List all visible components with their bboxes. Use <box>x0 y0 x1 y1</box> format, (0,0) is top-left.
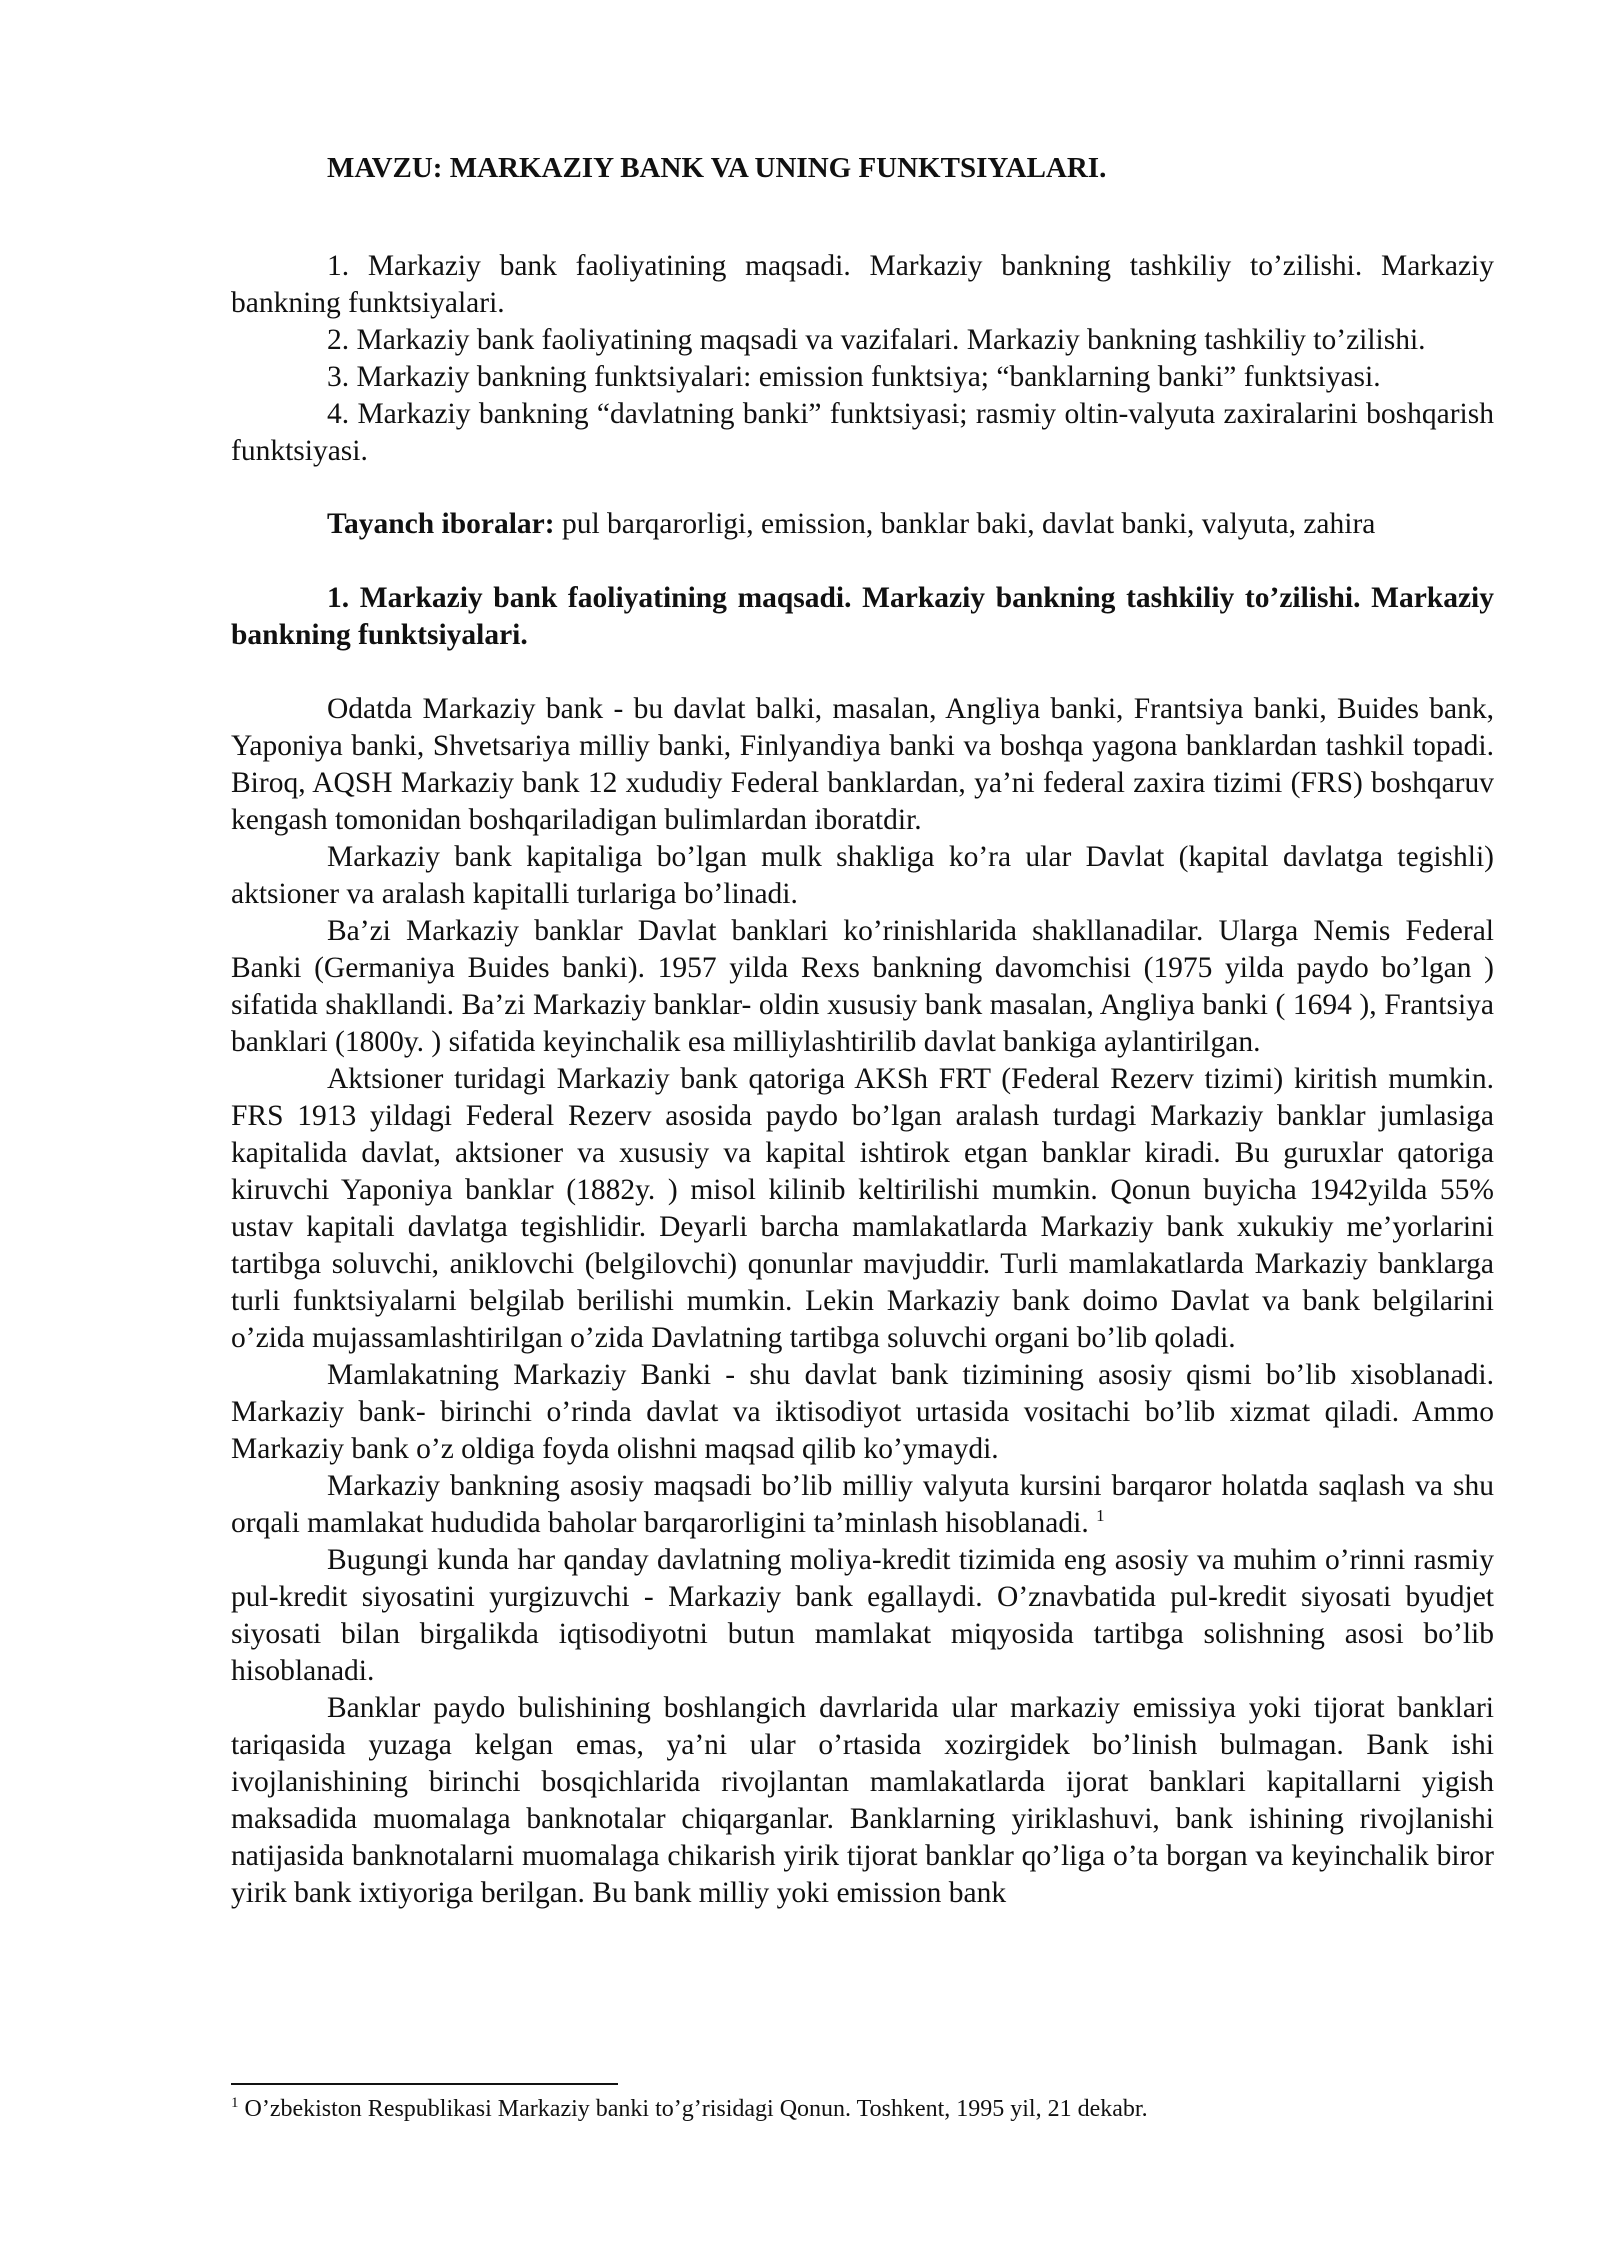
page-title: MAVZU: MARKAZIY BANK VA UNING FUNKTSIYALARI. <box>327 152 1107 184</box>
keywords-label: Tayanch iboralar: <box>327 508 555 540</box>
body-paragraph: Aktsioner turidagi Markaziy bank qatoriga AKSh FRT (Federal Rezerv tizimi) kiritish mumkin. FRS 1913 yildagi Federal Rezerv asosida paydo bo’lgan aralash turdagi Markaziy banklar jumlasiga kapitalida davlat, aktsioner va xususiy va kapital ishtirok etgan banklar kiradi. Bu guruxlar qatoriga kiruvchi Yaponiya banklar (1882y. ) misol kilinib keltirilishi mumkin. Qonun buyicha 1942yilda 55% ustav kapitali davlatga tegishlidir. Deyarli barcha mamlakatlarda Markaziy bank xukukiy me’yorlarini tartibga soluvchi, aniklovchi (belgilovchi) qonunlar mavjuddir. Turli mamlakatlarda Markaziy banklarga turli funktsiyalarni belgilab berilishi mumkin. Lekin Markaziy bank doimo Davlat va bank belgilarini o’zida mujassamlashtirilgan o’zida Davlatning tartibga soluvchi organi bo’lib qoladi. <box>231 1063 1494 1354</box>
footnote-text: O’zbekiston Respublikasi Markaziy banki to’g’risidagi Qonun. Toshkent, 1995 yil, 21 dekabr. <box>238 2096 1148 2122</box>
section-heading: 1. Markaziy bank faoliyatining maqsadi. Markaziy bankning tashkiliy to’zilishi. Markaziy bankning funktsiyalari. <box>231 582 1494 651</box>
body-paragraph <box>231 1468 1494 1542</box>
body-text <box>231 691 1494 1912</box>
body-paragraph: Banklar paydo bulishining boshlangich davrlarida ular markaziy emissiya yoki tijorat banklari tariqasida yuzaga kelgan emas, ya’ni ular o’rtasida xozirgidek bo’linish bulmagan. Bank ishi ivojlanishining birinchi bosqichlarida rivojlantan mamlakatlarda ijorat banklari kapitallarni yigish maksadida muomalaga banknotalar chiqarganlar. Banklarning yiriklashuvi, bank ishining rivojlanishi natijasida banknotalarni muomalaga chikarish yirik tijorat banklar qo’liga o’ta borgan va keyinchalik biror yirik bank ixtiyoriga berilgan. Bu bank milliy yoki emission bank <box>231 1692 1494 1909</box>
paragraph-text: Markaziy bankning asosiy maqsadi bo’lib milliy valyuta kursini barqaror holatda saqlash va shu orqali mamlakat hududida baholar barqarorligini ta’minlash hisoblanadi. <box>231 1470 1494 1539</box>
outline-item: 2. Markaziy bank faoliyatining maqsadi va vazifalari. Markaziy bankning tashkiliy to’zilishi. <box>327 324 1426 356</box>
outline-item: 4. Markaziy bankning “davlatning banki” funktsiyasi; rasmiy oltin-valyuta zaxiralarini boshqarish funktsiyasi. <box>231 398 1494 467</box>
body-paragraph: Ba’zi Markaziy banklar Davlat banklari ko’rinishlarida shakllanadilar. Ularga Nemis Federal Banki (Germaniya Buides banki). 1957 yilda Rexs bankning davomchisi (1975 yilda paydo bo’lgan ) sifatida shakllandi. Ba’zi Markaziy banklar- oldin xususiy bank masalan, Angliya banki ( 1694 ), Frantsiya banklari (1800y. ) sifatida keyinchalik esa milliylashtirilib davlat bankiga aylantirilgan. <box>231 915 1494 1058</box>
keywords-line <box>231 506 1494 543</box>
footnote-reference[interactable]: 1 <box>1096 1506 1105 1526</box>
topic-outline <box>231 248 1494 470</box>
outline-item: 1. Markaziy bank faoliyatining maqsadi. Markaziy bankning tashkiliy to’zilishi. Markaziy bankning funktsiyalari. <box>231 250 1494 319</box>
body-paragraph: Bugungi kunda har qanday davlatning moliya-kredit tizimida eng asosiy va muhim o’rinni rasmiy pul-kredit siyosatini yurgizuvchi - Markaziy bank egallaydi. O’znavbatida pul-kredit siyosati byudjet siyosati bilan birgalikda iqtisodiyotni butun mamlakat miqyosida tartibga solishning asosi bo’lib hisoblanadi. <box>231 1544 1494 1687</box>
keywords-text: pul barqarorligi, emission, banklar baki, davlat banki, valyuta, zahira <box>554 508 1376 540</box>
body-paragraph: Markaziy bank kapitaliga bo’lgan mulk shakliga ko’ra ular Davlat (kapital davlatga tegishli) aktsioner va aralash kapitalli turlariga bo’linadi. <box>231 841 1494 910</box>
footnote <box>231 2094 1494 2124</box>
outline-item: 3. Markaziy bankning funktsiyalari: emission funktsiya; “banklarning banki” funktsiyasi. <box>327 361 1381 393</box>
footnote-separator <box>231 2083 618 2085</box>
body-paragraph: Odatda Markaziy bank - bu davlat balki, masalan, Angliya banki, Frantsiya banki, Buides bank, Yaponiya banki, Shvetsariya milliy banki, Finlyandiya banki va boshqa yagona banklardan tashkil topadi. Biroq, AQSH Markaziy bank 12 xududiy Federal banklardan, ya’ni federal zaxira tizimi (FRS) boshqaruv kengash tomonidan boshqariladigan bulimlardan iboratdir. <box>231 693 1494 836</box>
body-paragraph: Mamlakatning Markaziy Banki - shu davlat bank tizimining asosiy qismi bo’lib xisoblanadi. Markaziy bank- birinchi o’rinda davlat va iktisodiyot urtasida vositachi bo’lib xizmat qiladi. Ammo Markaziy bank o’z oldiga foyda olishni maqsad qilib ko’ymaydi. <box>231 1359 1494 1465</box>
footnote-number: 1 <box>231 2095 239 2111</box>
document-page <box>231 150 1494 1912</box>
